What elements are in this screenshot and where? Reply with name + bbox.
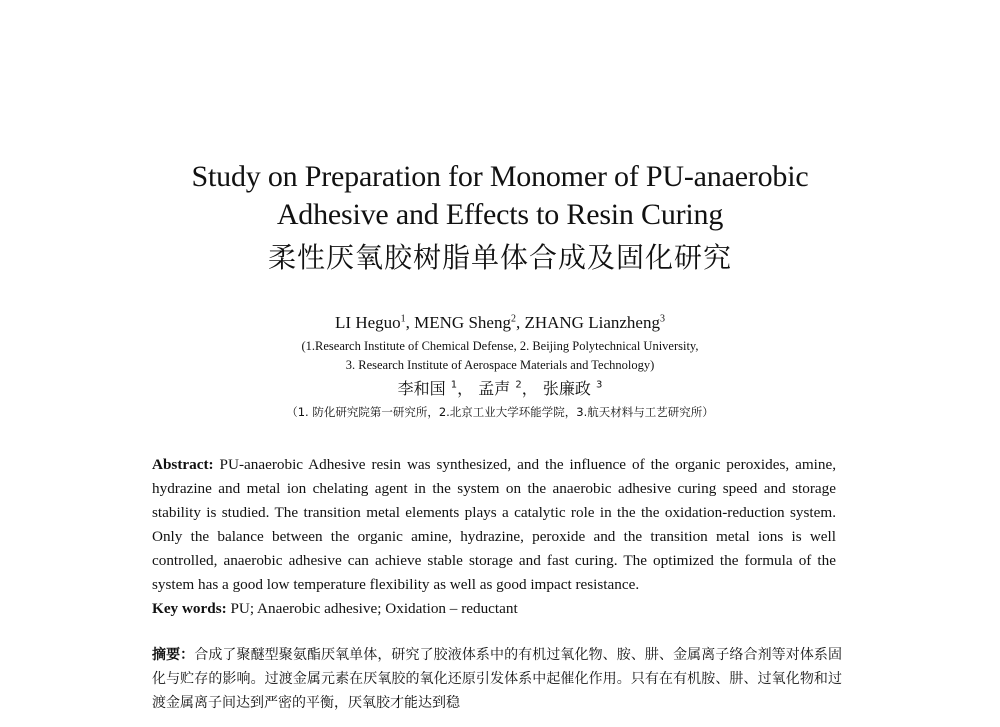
authors-zh: 李和国 $^1$， 孟声 $^2$， 张廉政 $^3$ [397,379,603,398]
author-affiliation-mark: 1 [400,313,406,325]
abstract-paragraph [152,453,836,597]
author-name: MENG Sheng [414,313,511,332]
author-affiliation-mark: 2 [510,313,516,325]
author-affiliation-mark: 3 [659,313,665,325]
affiliations-en-line-2: 3. Research Institute of Aerospace Materials and Technology) [345,358,655,372]
author-affiliation-mark: 1 [450,379,458,391]
affiliations-en-line-1: (1.Research Institute of Chemical Defense, 2. Beijing Polytechnical University, [301,339,699,353]
title-en-line-1: Study on Preparation for Monomer of PU-anaerobic [191,160,809,193]
abstract-zh-label: 摘要： [152,647,195,663]
abstract-zh-section [152,643,842,715]
abstract-section [152,453,836,621]
abstract-zh-text: 合成了聚醚型聚氨酯厌氧单体，研究了胶液体系中的有机过氧化物、胺、肼、金属离子络合剂等对体系固化与贮存的影响。过渡金属元素在厌氧胶的氧化还原引发体系中起催化作用。只有在有机胺、肼、过氧化物和过渡金属离子间达到严密的平衡，厌氧胶才能达到稳 [152,647,842,711]
author-name: ZHANG Lianzheng [524,313,660,332]
abstract-label: Abstract: [152,456,214,473]
title-en-line-2: Adhesive and Effects to Resin Curing [276,198,724,231]
author-affiliation-mark: 2 [515,379,522,391]
author-name: LI Heguo [335,313,401,332]
author-name-zh: 孟声 [478,379,511,398]
abstract-zh-paragraph [152,643,842,715]
abstract-text: PU-anaerobic Adhesive resin was synthesized, and the influence of the organic peroxides, amine, hydrazine and metal ion chelating agent in the system on the anaerobic adhesive curing speed and storage stability is studied. The transition metal elements plays a catalytic role in the the oxidation-reduction system. Only the balance between the organic amine, hydrazine, peroxide and the transition metal ions is well controlled, anaerobic adhesive can achieve stable storage and fast curing. The optimized the formula of the system has a good low temperature flexibility as well as good impact resistance. [152,456,837,593]
keywords-text: PU; Anaerobic adhesive; Oxidation – reductant [230,600,518,617]
affiliations-zh: （1. 防化研究院第一研究所，2.北京工业大学环能学院，3.航天材料与工艺研究所） [286,405,714,419]
author-name-zh: 李和国 [397,379,446,398]
author-name-zh: 张廉政 [542,379,591,398]
title-zh: 柔性厌氧胶树脂单体合成及固化研究 [267,241,732,274]
keywords-paragraph [152,597,836,621]
keywords-label: Key words: [152,600,227,617]
author-affiliation-mark: 3 [595,379,603,391]
authors-en: LI Heguo$^1$, MENG Sheng$^2$, ZHANG Lianzheng$^3$ [335,313,665,332]
